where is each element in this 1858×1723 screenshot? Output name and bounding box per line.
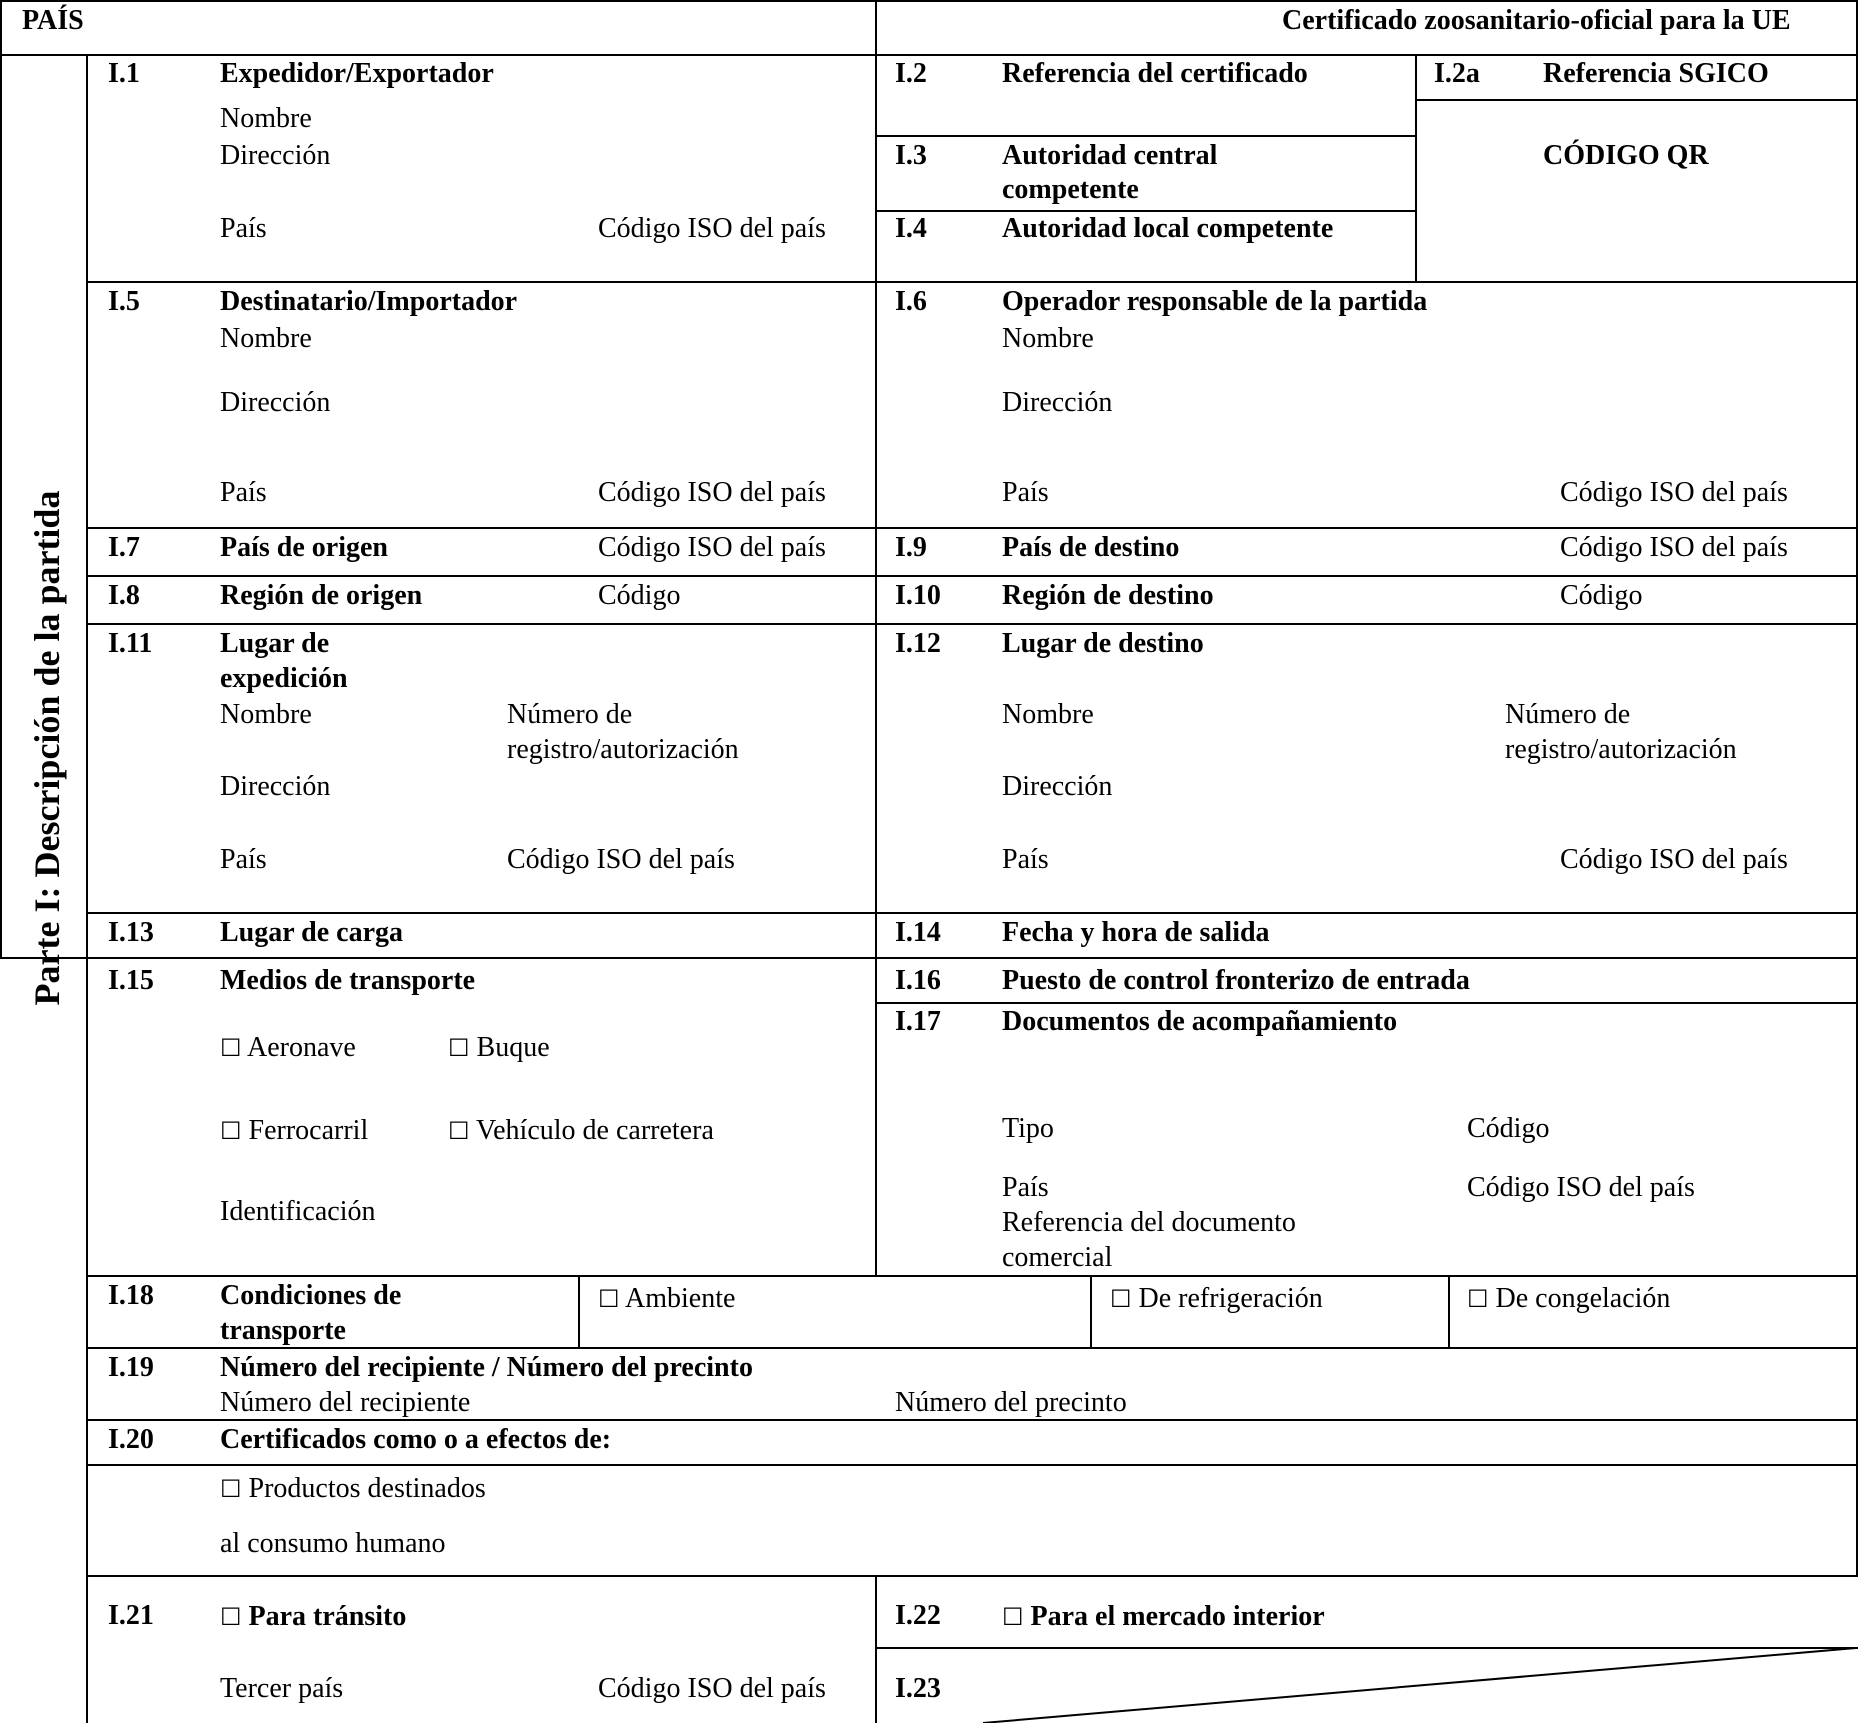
field-label: Código ISO del país — [598, 213, 826, 244]
option-label: Ferrocarril — [248, 1115, 369, 1146]
field-label: País — [1002, 1172, 1049, 1203]
box-title: Certificados como o a efectos de: — [220, 1424, 612, 1455]
field-label: País — [220, 844, 267, 875]
box-title: Puesto de control fronterizo de entrada — [1002, 965, 1470, 996]
box-number: I.16 — [895, 965, 941, 996]
option-label: Para el mercado interior — [1030, 1601, 1325, 1632]
field-label: Número del precinto — [895, 1387, 1127, 1418]
option-refrigeracion[interactable] — [1110, 1282, 1323, 1316]
field-label: Código — [1467, 1113, 1550, 1144]
box-title: País de destino — [1002, 532, 1180, 563]
field-label: registro/autorización — [1505, 734, 1737, 765]
box-number: I.17 — [895, 1006, 941, 1037]
box-number: I.4 — [895, 213, 927, 244]
box-number: I.2a — [1434, 58, 1480, 89]
part1-label: Parte I: Descripción de la partida — [27, 490, 67, 1006]
box-title: Condiciones de — [220, 1280, 402, 1311]
field-label: registro/autorización — [507, 734, 739, 765]
option-mercado-interior[interactable] — [1002, 1600, 1325, 1634]
box-title: Autoridad central — [1002, 140, 1218, 171]
checkbox-icon[interactable]: ☐ — [1110, 1285, 1132, 1313]
field-label: Referencia del documento — [1002, 1207, 1296, 1238]
header-country: PAÍS — [22, 5, 84, 36]
field-label: Código ISO del país — [1467, 1172, 1695, 1203]
field-label: Dirección — [220, 140, 331, 171]
field-label: Tercer país — [220, 1673, 344, 1704]
option-label: Ambiente — [624, 1283, 736, 1314]
box-title: Región de destino — [1002, 580, 1214, 611]
field-label: País — [1002, 844, 1049, 875]
field-label: Número de — [1505, 699, 1631, 730]
field-label: País — [1002, 477, 1049, 508]
checkbox-icon[interactable]: ☐ — [598, 1285, 620, 1313]
box-title: Destinatario/Importador — [220, 286, 518, 317]
field-label: Nombre — [220, 323, 312, 354]
box-number: I.12 — [895, 628, 941, 659]
box-title: Lugar de destino — [1002, 628, 1204, 659]
box-title: Lugar de — [220, 628, 330, 659]
box-number: I.15 — [108, 965, 154, 996]
option-ambiente[interactable] — [598, 1282, 735, 1316]
option-label: Productos destinados — [248, 1473, 486, 1504]
field-label: Código — [598, 580, 681, 611]
box-title: Referencia SGICO — [1543, 58, 1769, 89]
box-title: Medios de transporte — [220, 965, 476, 996]
box-title: Lugar de carga — [220, 917, 404, 948]
option-consumo-humano[interactable] — [220, 1472, 486, 1506]
option-ferrocarril[interactable] — [220, 1114, 368, 1148]
field-label: País — [220, 213, 267, 244]
box-title: País de origen — [220, 532, 388, 563]
box-title: expedición — [220, 663, 348, 694]
box-number: I.13 — [108, 917, 154, 948]
field-label: Nombre — [220, 103, 312, 134]
box-number: I.7 — [108, 532, 140, 563]
field-label: Nombre — [1002, 323, 1094, 354]
field-label: Dirección — [1002, 387, 1113, 418]
box-number: I.14 — [895, 917, 941, 948]
box-title: Fecha y hora de salida — [1002, 917, 1270, 948]
field-label: Código ISO del país — [598, 477, 826, 508]
field-label: Dirección — [220, 387, 331, 418]
field-label: Dirección — [1002, 771, 1113, 802]
option-label: De refrigeración — [1138, 1283, 1323, 1314]
option-vehiculo-carretera[interactable] — [448, 1114, 714, 1148]
box-title: Número del recipiente / Número del precinto — [220, 1352, 753, 1383]
box-number: I.1 — [108, 58, 140, 89]
option-label-continued: al consumo humano — [220, 1528, 446, 1559]
checkbox-icon[interactable]: ☐ — [220, 1034, 242, 1062]
header-title: Certificado zoosanitario-oficial para la UE — [1282, 5, 1791, 36]
box-number: I.20 — [108, 1424, 154, 1455]
checkbox-icon[interactable]: ☐ — [220, 1117, 242, 1145]
option-label: Para tránsito — [248, 1601, 407, 1632]
box-number: I.5 — [108, 286, 140, 317]
field-label: Código — [1560, 580, 1643, 611]
checkbox-icon[interactable]: ☐ — [220, 1603, 242, 1631]
box-title: Región de origen — [220, 580, 423, 611]
box-number: I.9 — [895, 532, 927, 563]
box-title: Expedidor/Exportador — [220, 58, 494, 89]
box-number: I.8 — [108, 580, 140, 611]
option-label: Aeronave — [246, 1032, 356, 1063]
field-label: Nombre — [220, 699, 312, 730]
field-label: Identificación — [220, 1196, 376, 1227]
box-number: I.21 — [108, 1600, 154, 1631]
field-label: Nombre — [1002, 699, 1094, 730]
field-label: Código ISO del país — [598, 532, 826, 563]
box-number: I.6 — [895, 286, 927, 317]
field-label: Número de — [507, 699, 633, 730]
field-label: Dirección — [220, 771, 331, 802]
box-number: I.2 — [895, 58, 927, 89]
qr-code-placeholder: CÓDIGO QR — [1543, 140, 1709, 171]
field-label: País — [220, 477, 267, 508]
option-label: Buque — [476, 1032, 550, 1063]
box-number: I.23 — [895, 1673, 941, 1704]
checkbox-icon[interactable]: ☐ — [1467, 1285, 1489, 1313]
checkbox-icon[interactable]: ☐ — [448, 1117, 470, 1145]
box-title: Autoridad local competente — [1002, 213, 1334, 244]
box-title: competente — [1002, 174, 1139, 205]
box-title: Referencia del certificado — [1002, 58, 1308, 89]
field-label: Número del recipiente — [220, 1387, 471, 1418]
option-label: De congelación — [1495, 1283, 1671, 1314]
option-aeronave[interactable] — [220, 1031, 356, 1065]
box-number: I.10 — [895, 580, 941, 611]
box-number: I.19 — [108, 1352, 154, 1383]
checkbox-icon[interactable]: ☐ — [220, 1475, 242, 1503]
field-label: Código ISO del país — [1560, 532, 1788, 563]
field-label: Tipo — [1002, 1113, 1054, 1144]
box-number: I.22 — [895, 1600, 941, 1631]
checkbox-icon[interactable]: ☐ — [1002, 1603, 1024, 1631]
box-title: Operador responsable de la partida — [1002, 286, 1428, 317]
field-label: Código ISO del país — [1560, 844, 1788, 875]
checkbox-icon[interactable]: ☐ — [448, 1034, 470, 1062]
box-number: I.3 — [895, 140, 927, 171]
field-label: comercial — [1002, 1242, 1113, 1273]
option-para-transito[interactable] — [220, 1600, 406, 1634]
option-buque[interactable] — [448, 1031, 550, 1065]
field-label: Código ISO del país — [598, 1673, 826, 1704]
box-title: Documentos de acompañamiento — [1002, 1006, 1398, 1037]
option-label: Vehículo de carretera — [476, 1115, 714, 1146]
box-title: transporte — [220, 1315, 346, 1346]
box-number: I.11 — [108, 628, 153, 659]
box-number: I.18 — [108, 1280, 154, 1311]
field-label: Código ISO del país — [507, 844, 735, 875]
option-congelacion[interactable] — [1467, 1282, 1670, 1316]
field-label: Código ISO del país — [1560, 477, 1788, 508]
